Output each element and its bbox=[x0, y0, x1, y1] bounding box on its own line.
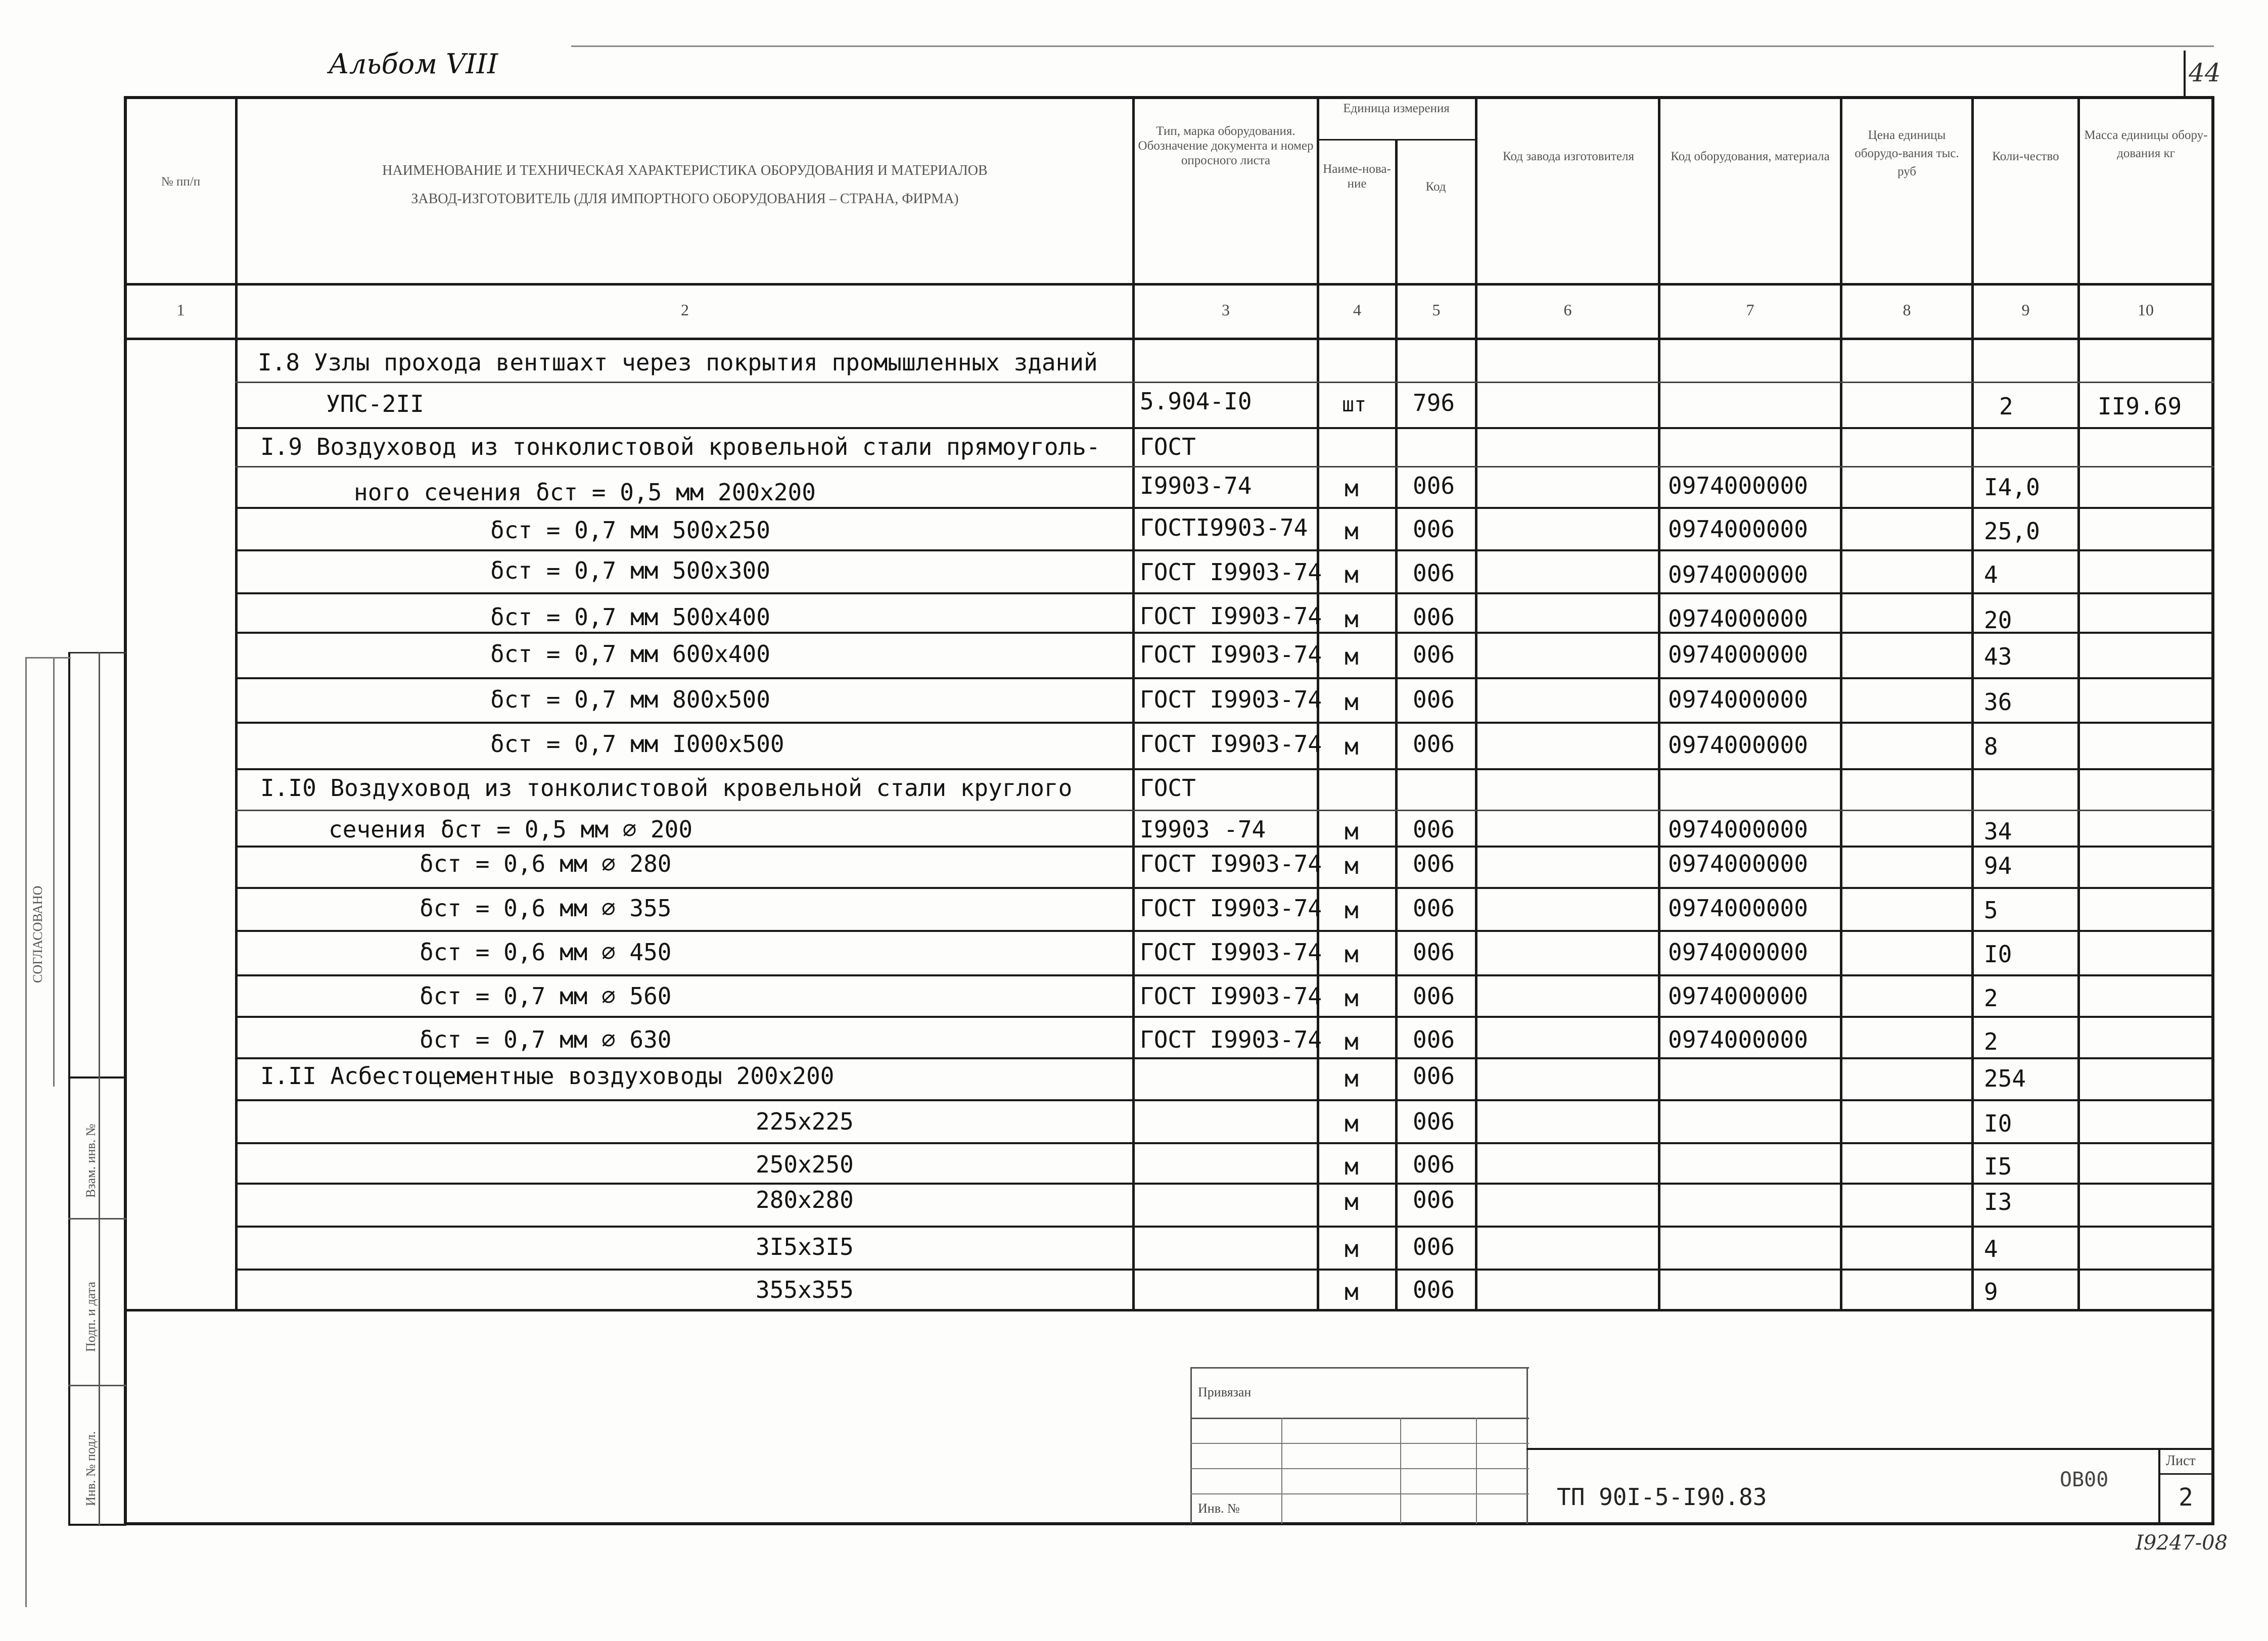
row-unit: м bbox=[1345, 984, 1359, 1012]
row-quantity: 9 bbox=[1984, 1278, 1998, 1305]
row-unit: м bbox=[1345, 897, 1359, 924]
side-label-soglasovano: СОГЛАСОВАНО bbox=[30, 885, 45, 983]
row-mass: II9.69 bbox=[2098, 393, 2182, 420]
row-material-code: 0974000000 bbox=[1668, 850, 1808, 877]
album-label: Альбом VIII bbox=[329, 48, 498, 80]
header-col5: Код bbox=[1425, 180, 1446, 194]
row-unit-code: 006 bbox=[1413, 1186, 1455, 1213]
row-unit-code: 006 bbox=[1413, 850, 1455, 877]
header-col8: Цена единицы оборудо-вания тыс. руб bbox=[1855, 128, 1959, 178]
row-text: 280х280 bbox=[756, 1186, 854, 1213]
row-unit-code: 006 bbox=[1413, 515, 1455, 543]
row-quantity: 2 bbox=[1984, 984, 1998, 1012]
col-number: 7 bbox=[1746, 301, 1754, 319]
row-designation: ГОСТ I9903-74 bbox=[1140, 1026, 1322, 1053]
row-text: δст = 0,6 мм ∅ 450 bbox=[420, 939, 672, 966]
row-material-code: 0974000000 bbox=[1668, 605, 1808, 632]
row-quantity: 4 bbox=[1984, 561, 1998, 588]
row-unit: м bbox=[1345, 605, 1359, 633]
row-text: 225х225 bbox=[756, 1108, 854, 1135]
row-text: 3I5х3I5 bbox=[756, 1233, 854, 1260]
row-unit-code: 006 bbox=[1413, 559, 1455, 587]
row-designation: ГОСТ I9903-74 bbox=[1140, 602, 1322, 630]
row-designation: ГОСТ I9903-74 bbox=[1140, 686, 1322, 713]
row-quantity: 43 bbox=[1984, 643, 2012, 670]
row-text: δст = 0,6 мм ∅ 355 bbox=[420, 895, 672, 922]
row-unit: м bbox=[1345, 1235, 1359, 1262]
row-unit: м bbox=[1345, 1065, 1359, 1092]
header-col2: НАИМЕНОВАНИЕ И ТЕХНИЧЕСКАЯ ХАРАКТЕРИСТИКА ОБОРУДОВАНИЯ И МАТЕРИАЛОВ ЗАВОД-ИЗГОТОВИТЕЛЬ (ДЛЯ ИМПОРТНОГО ОБОРУДОВАНИЯ – СТРАНА, ФИРМА) bbox=[382, 163, 988, 207]
row-unit: м bbox=[1345, 852, 1359, 879]
row-designation: ГОСТ I9903-74 bbox=[1140, 850, 1322, 877]
row-quantity: 94 bbox=[1984, 852, 2012, 879]
row-designation: ГОСТI9903-74 bbox=[1140, 514, 1308, 541]
row-text: I.I0 Воздуховод из тонколистовой кровельной стали круглого bbox=[260, 774, 1073, 802]
stamp-org: ОВ00 bbox=[2060, 1468, 2109, 1491]
row-unit: шт bbox=[1342, 393, 1367, 416]
row-unit-code: 006 bbox=[1413, 472, 1455, 499]
side-label-zam-inv: Взам. инв. № bbox=[83, 1123, 98, 1198]
row-quantity: I0 bbox=[1984, 1110, 2012, 1137]
row-unit: м bbox=[1345, 941, 1359, 968]
row-text: δст = 0,7 мм 800х500 bbox=[490, 686, 770, 713]
stamp-inv-no: Инв. № bbox=[1198, 1501, 1240, 1516]
row-designation: ГОСТ bbox=[1140, 433, 1196, 460]
row-material-code: 0974000000 bbox=[1668, 816, 1808, 843]
row-material-code: 0974000000 bbox=[1668, 641, 1808, 668]
header-col3: Тип, марка оборудования. Обозначение документа и номер опросного листа bbox=[1138, 124, 1314, 167]
bottom-archive-code: I9247-08 bbox=[2136, 1531, 2228, 1555]
row-designation: ГОСТ I9903-74 bbox=[1140, 895, 1322, 922]
row-designation: ГОСТ I9903-74 bbox=[1140, 558, 1322, 586]
col-number: 8 bbox=[1903, 301, 1911, 319]
row-designation: 5.904-I0 bbox=[1140, 388, 1252, 415]
row-unit-code: 006 bbox=[1413, 603, 1455, 631]
row-quantity: 20 bbox=[1984, 606, 2012, 634]
row-material-code: 0974000000 bbox=[1668, 939, 1808, 966]
header-col6: Код завода изготовителя bbox=[1503, 150, 1634, 163]
col-number: 10 bbox=[2138, 301, 2154, 319]
header-unit-group: Единица измерения bbox=[1343, 102, 1450, 115]
col-number: 5 bbox=[1432, 301, 1441, 319]
col-number: 9 bbox=[2021, 301, 2030, 319]
row-quantity: I3 bbox=[1984, 1188, 2012, 1215]
row-quantity: I4,0 bbox=[1984, 474, 2040, 501]
row-unit: м bbox=[1345, 1028, 1359, 1055]
row-designation: I9903-74 bbox=[1140, 472, 1252, 499]
row-unit-code: 006 bbox=[1413, 1233, 1455, 1260]
header-col4: Наиме-нова-ние bbox=[1323, 162, 1391, 191]
row-text: I.9 Воздуховод из тонколистовой кровельной стали прямоуголь- bbox=[260, 433, 1100, 460]
row-material-code: 0974000000 bbox=[1668, 686, 1808, 713]
row-material-code: 0974000000 bbox=[1668, 731, 1808, 759]
row-unit: м bbox=[1345, 1278, 1359, 1305]
row-quantity: 2 bbox=[1984, 1028, 1998, 1055]
row-quantity: 254 bbox=[1984, 1065, 2026, 1092]
row-text: δст = 0,7 мм ∅ 560 bbox=[420, 982, 672, 1010]
row-unit-code: 006 bbox=[1413, 1276, 1455, 1303]
row-unit-code: 006 bbox=[1413, 1062, 1455, 1090]
row-unit-code: 006 bbox=[1413, 1151, 1455, 1178]
row-text: δст = 0,7 мм ∅ 630 bbox=[420, 1026, 672, 1053]
row-unit-code: 006 bbox=[1413, 730, 1455, 758]
stamp-sheet-number: 2 bbox=[2179, 1483, 2193, 1512]
row-text: δст = 0,7 мм I000х500 bbox=[490, 730, 784, 758]
row-quantity: I5 bbox=[1984, 1153, 2012, 1180]
stamp-privyazan: Привязан bbox=[1198, 1385, 1252, 1399]
row-material-code: 0974000000 bbox=[1668, 982, 1808, 1010]
row-unit: м bbox=[1345, 1153, 1359, 1180]
row-text: δст = 0,7 мм 600х400 bbox=[490, 640, 770, 668]
row-material-code: 0974000000 bbox=[1668, 472, 1808, 499]
row-material-code: 0974000000 bbox=[1668, 515, 1808, 543]
row-quantity: 8 bbox=[1984, 733, 1998, 760]
row-unit-code: 006 bbox=[1413, 816, 1455, 843]
row-text: I.II Асбестоцементные воздуховоды 200х200 bbox=[260, 1062, 835, 1090]
row-designation: ГОСТ I9903-74 bbox=[1140, 730, 1322, 758]
header-col7: Код оборудования, материала bbox=[1671, 150, 1830, 163]
row-quantity: 36 bbox=[1984, 688, 2012, 716]
row-text: 250х250 bbox=[756, 1151, 854, 1178]
col-number: 6 bbox=[1563, 301, 1572, 319]
row-quantity: 25,0 bbox=[1984, 518, 2040, 545]
row-designation: ГОСТ I9903-74 bbox=[1140, 982, 1322, 1010]
row-unit-code: 796 bbox=[1413, 389, 1455, 416]
row-text: δст = 0,7 мм 500х300 bbox=[490, 557, 770, 584]
row-designation: ГОСТ I9903-74 bbox=[1140, 939, 1322, 966]
row-designation: ГОСТ bbox=[1140, 774, 1196, 802]
row-quantity: 34 bbox=[1984, 818, 2012, 845]
row-quantity: 5 bbox=[1984, 897, 1998, 924]
header-col9: Коли-чество bbox=[1992, 150, 2059, 163]
row-material-code: 0974000000 bbox=[1668, 1026, 1808, 1053]
row-unit: м bbox=[1345, 518, 1359, 545]
header-col1: № пп/п bbox=[161, 175, 201, 189]
row-unit-code: 006 bbox=[1413, 641, 1455, 668]
col-number: 1 bbox=[176, 301, 185, 319]
row-text: δст = 0,6 мм ∅ 280 bbox=[420, 850, 672, 877]
row-unit: м bbox=[1345, 733, 1359, 760]
row-text: сечения δст = 0,5 мм ∅ 200 bbox=[329, 816, 693, 843]
row-unit-code: 006 bbox=[1413, 1108, 1455, 1135]
col-number: 3 bbox=[1222, 301, 1230, 319]
row-unit: м bbox=[1345, 818, 1359, 845]
row-material-code: 0974000000 bbox=[1668, 895, 1808, 922]
row-text: δст = 0,7 мм 500х400 bbox=[490, 603, 770, 631]
row-quantity: I0 bbox=[1984, 941, 2012, 968]
row-unit: м bbox=[1345, 561, 1359, 588]
row-designation: ГОСТ I9903-74 bbox=[1140, 641, 1322, 668]
row-text: 355х355 bbox=[756, 1276, 854, 1303]
row-unit-code: 006 bbox=[1413, 982, 1455, 1010]
col-number: 4 bbox=[1353, 301, 1361, 319]
col-number: 2 bbox=[681, 301, 689, 319]
stamp-doc-code: ТП 90I-5-I90.83 bbox=[1557, 1483, 1767, 1511]
row-unit-code: 006 bbox=[1413, 686, 1455, 713]
row-unit: м bbox=[1345, 688, 1359, 716]
side-label-inv-podl: Инв. № подл. bbox=[83, 1431, 98, 1506]
row-material-code: 0974000000 bbox=[1668, 561, 1808, 588]
row-text: ного сечения δст = 0,5 мм 200х200 bbox=[354, 479, 816, 506]
row-designation: I9903 -74 bbox=[1140, 816, 1266, 843]
top-page-number: 44 bbox=[2189, 58, 2221, 87]
side-label-podp-data: Подп. и дата bbox=[83, 1282, 98, 1352]
row-text: УПС-2II bbox=[326, 390, 424, 417]
row-unit-code: 006 bbox=[1413, 939, 1455, 966]
row-text: δст = 0,7 мм 500х250 bbox=[490, 517, 770, 544]
stamp-sheet-label: Лист bbox=[2166, 1453, 2196, 1469]
header-col10: Масса единицы обору-дования кг bbox=[2084, 128, 2208, 160]
row-unit: м bbox=[1345, 475, 1359, 502]
row-unit-code: 006 bbox=[1413, 1026, 1455, 1053]
row-unit: м bbox=[1345, 1188, 1359, 1215]
row-unit: м bbox=[1345, 1110, 1359, 1137]
row-unit-code: 006 bbox=[1413, 895, 1455, 922]
row-unit: м bbox=[1345, 643, 1359, 670]
row-quantity: 2 bbox=[1999, 393, 2013, 420]
row-quantity: 4 bbox=[1984, 1235, 1998, 1262]
row-text: I.8 Узлы прохода вентшахт через покрытия промышленных зданий bbox=[258, 349, 1098, 376]
